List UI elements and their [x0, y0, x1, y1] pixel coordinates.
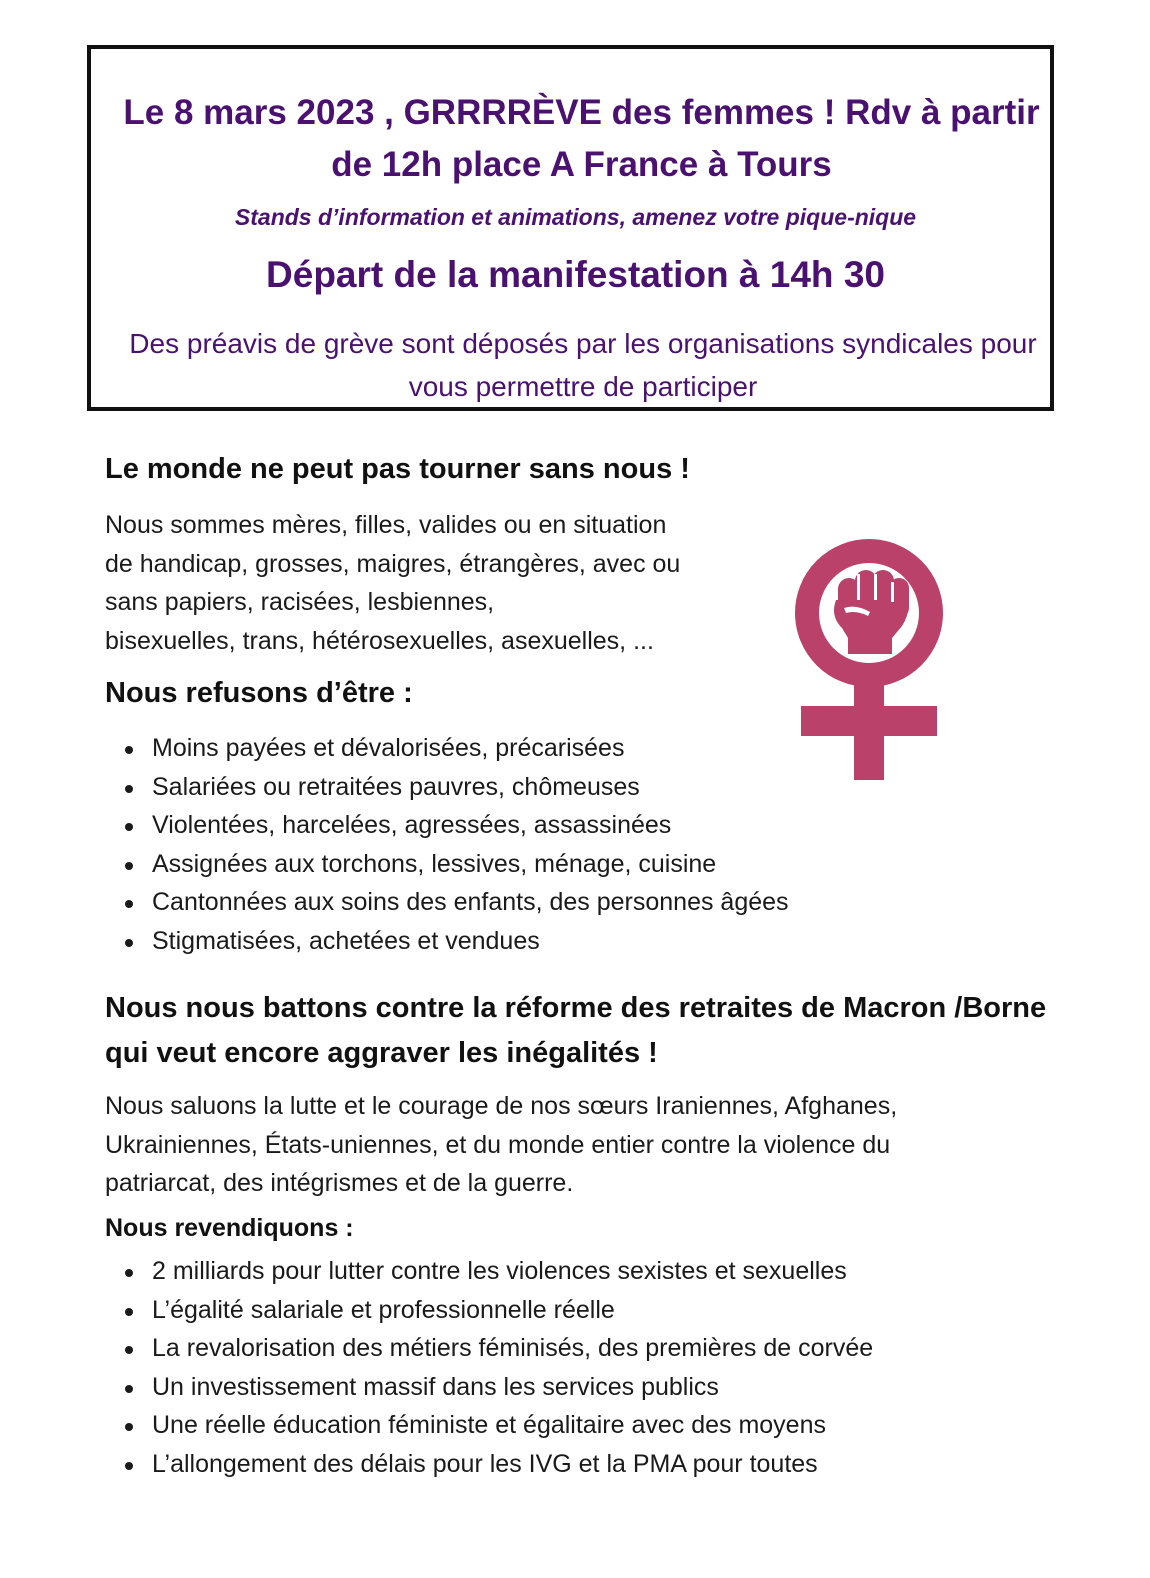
section-heading-monde: Le monde ne peut pas tourner sans nous ! — [105, 453, 690, 485]
list-item: Un investissement massif dans les services publics — [121, 1368, 873, 1407]
section-heading-revendiquons: Nous revendiquons : — [105, 1214, 354, 1242]
section-heading-retraites — [105, 986, 1046, 1076]
list-item: Cantonnées aux soins des enfants, des personnes âgées — [121, 883, 789, 922]
section-heading-refusons: Nous refusons d’être : — [105, 677, 413, 709]
event-title: Le 8 mars 2023 , GRRRRÈVE des femmes ! Rdv à partir de 12h place A France à Tours — [123, 93, 1040, 184]
header-box — [87, 45, 1054, 411]
solidarity-paragraph — [105, 1087, 897, 1203]
intro-line: sans papiers, racisées, lesbiennes, — [105, 588, 495, 616]
heading-line: Nous nous battons contre la réforme des retraites de Macron /Borne — [105, 992, 1047, 1024]
departure-time: Départ de la manifestation à 14h 30 — [266, 254, 885, 295]
list-item: Violentées, harcelées, agressées, assassinées — [121, 806, 789, 845]
list-item: Stigmatisées, achetées et vendues — [121, 922, 789, 961]
event-subtitle: Stands d’information et animations, amenez votre pique-nique — [234, 204, 917, 230]
solidarity-line: Ukrainiennes, États-uniennes, et du monde entier contre la violence du — [105, 1130, 891, 1159]
list-item: Salariées ou retraitées pauvres, chômeuses — [121, 768, 789, 807]
list-item: Moins payées et dévalorisées, précarisées — [121, 729, 789, 768]
intro-line: de handicap, grosses, maigres, étrangères, avec ou — [105, 549, 681, 578]
list-item: Assignées aux torchons, lessives, ménage, cuisine — [121, 845, 789, 884]
solidarity-line: Nous saluons la lutte et le courage de nos sœurs Iraniennes, Afghanes, — [105, 1092, 898, 1120]
intro-line: Nous sommes mères, filles, valides ou en situation — [105, 511, 667, 539]
list-item: 2 milliards pour lutter contre les violences sexistes et sexuelles — [121, 1252, 873, 1291]
refusal-list — [121, 729, 789, 960]
heading-line: qui veut encore aggraver les inégalités ! — [105, 1037, 658, 1069]
strike-notice: Des préavis de grève sont déposés par les organisations syndicales pour vous permettre de participer — [129, 328, 1037, 402]
list-item: L’allongement des délais pour les IVG et la PMA pour toutes — [121, 1445, 873, 1484]
intro-paragraph — [105, 506, 680, 660]
list-item: Une réelle éducation féministe et égalitaire avec des moyens — [121, 1406, 873, 1445]
solidarity-line: patriarcat, des intégrismes et de la guerre. — [105, 1169, 574, 1197]
intro-line: bisexuelles, trans, hétérosexuelles, asexuelles, ... — [105, 626, 654, 655]
list-item: L’égalité salariale et professionnelle réelle — [121, 1291, 873, 1330]
demands-list — [121, 1252, 873, 1483]
feminist-fist-symbol-icon — [784, 538, 954, 782]
list-item: La revalorisation des métiers féminisés, des premières de corvée — [121, 1329, 873, 1368]
